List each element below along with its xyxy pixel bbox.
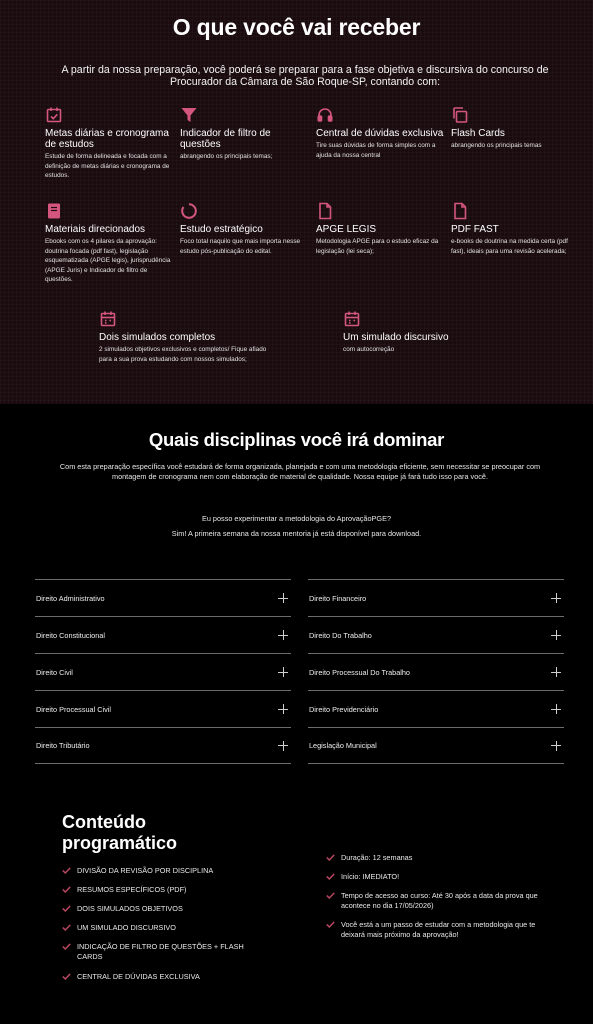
subject-row[interactable]: Direito Civil [35,653,291,690]
course-info-item: Duração: 12 semanas [326,853,551,863]
subjects-right-list [308,579,564,764]
course-info-item: Tempo de acesso ao curso: Até 30 após a data da prova que acontece no dia 17/05/2026) [326,891,551,910]
filter-icon [180,106,198,124]
program-item: DOIS SIMULADOS OBJETIVOS [62,904,262,914]
subjects-left-list [35,579,291,764]
subject-row[interactable]: Direito Previdenciário [308,690,564,727]
feature-daily-goals: Metas diárias e cronograma de estudos Estude de forma delineada e focada com a definição de metas diárias e cronograma de estudos. [45,106,173,181]
check-icon [62,943,71,950]
book-icon [45,202,63,220]
subject-row[interactable]: Direito Financeiro [308,579,564,616]
plus-icon[interactable] [551,704,561,714]
course-info-item: Você está a um passo de estudar com a metodologia que te deixará mais próximo da aprovação! [326,920,551,939]
check-icon [62,924,71,931]
trial-answer: Sim! A primeira semana da nossa mentoria já está disponível para download. [171,529,422,538]
program-item: RESUMOS ESPECÍFICOS (PDF) [62,885,262,895]
check-icon [326,854,335,861]
course-info-item: Início: IMEDIATO! [326,872,551,882]
trial-question: Eu posso experimentar a metodologia do AprovaçãoPGE? [201,514,392,523]
feature-flash-cards: Flash Cards abrangendo os principais temas [451,106,579,151]
program-item: CENTRAL DE DÚVIDAS EXCLUSIVA [62,972,262,982]
plus-icon[interactable] [278,593,288,603]
headset-icon [316,106,334,124]
plus-icon[interactable] [551,593,561,603]
calendar-check-icon [45,106,63,124]
plus-icon[interactable] [551,667,561,677]
plus-icon[interactable] [551,630,561,640]
plus-icon[interactable] [278,741,288,751]
plus-icon[interactable] [278,667,288,677]
plus-icon[interactable] [551,741,561,751]
plus-icon[interactable] [278,704,288,714]
program-title: Conteúdo programático [62,812,178,853]
benefits-intro: A partir da nossa preparação, você poderá se preparar para a fase objetiva e discursiva do concurso de Procurador da Câmara de São Roque-SP, contando com: [61,64,549,88]
subject-row[interactable]: Direito Administrativo [35,579,291,616]
check-icon [326,873,335,880]
document-icon [316,202,334,220]
benefits-section [0,0,593,404]
check-icon [326,892,335,899]
feature-doubts-center: Central de dúvidas exclusiva Tire suas dúvidas de forma simples com a ajuda da nossa central [316,106,444,160]
check-icon [62,905,71,912]
check-icon [62,886,71,893]
disciplines-paragraph: Com esta preparação específica você estudará de forma organizada, planejada e com uma metodologia eficiente, sem necessitar se preocupar com montagem de cronograma nem com elaboração de material de qualidade. Nossa equipe já fará tudo isso para você. [59,462,541,481]
subject-row[interactable]: Legislação Municipal [308,727,564,764]
feature-discursive-simulation: Um simulado discursivo com autocorreção [343,310,493,355]
circle-icon [180,202,198,220]
calendar-icon [343,310,361,328]
plus-icon[interactable] [278,630,288,640]
disciplines-title: Quais disciplinas você irá dominar [148,429,445,450]
subject-row[interactable]: Direito Processual Civil [35,690,291,727]
feature-materials: Materiais direcionados Ebooks com os 4 pilares da aprovação: doutrina focada (pdf fast), legislação esquematizada (APGE legis), jurisprudência (APGE Juris) e Indicador de filtro de questões. [45,202,175,285]
feature-question-filter: Indicador de filtro de questões abrangendo os principais temas; [180,106,310,162]
calendar-icon [99,310,117,328]
feature-pdf-fast: PDF FAST e-books de doutrina na medida certa (pdf fast), ideais para uma revisão acelerada; [451,202,579,256]
feature-strategic-study: Estudo estratégico Foco total naquilo que mais importa nesse estudo pós-publicação do edital. [180,202,308,256]
subject-row[interactable]: Direito Processual Do Trabalho [308,653,564,690]
subject-row[interactable]: Direito Do Trabalho [308,616,564,653]
program-item: DIVISÃO DA REVISÃO POR DISCIPLINA [62,866,262,876]
check-icon [326,921,335,928]
check-icon [62,867,71,874]
program-item: INDICAÇÃO DE FILTRO DE QUESTÕES + FLASH CARDS [62,942,262,961]
feature-apge-legis: APGE LEGIS Metodologia APGE para o estudo eficaz da legislação (lei seca); [316,202,444,256]
program-item: UM SIMULADO DISCURSIVO [62,923,262,933]
feature-two-simulations: Dois simulados completos 2 simulados objetivos exclusivos e completos/ Fique afiado para a sua prova estudando com nossos simulados; [99,310,279,364]
subject-row[interactable]: Direito Tributário [35,727,291,764]
copy-icon [451,106,469,124]
benefits-title: O que você vai receber [172,14,421,40]
subject-row[interactable]: Direito Constitucional [35,616,291,653]
check-icon [62,973,71,980]
document-icon [451,202,469,220]
